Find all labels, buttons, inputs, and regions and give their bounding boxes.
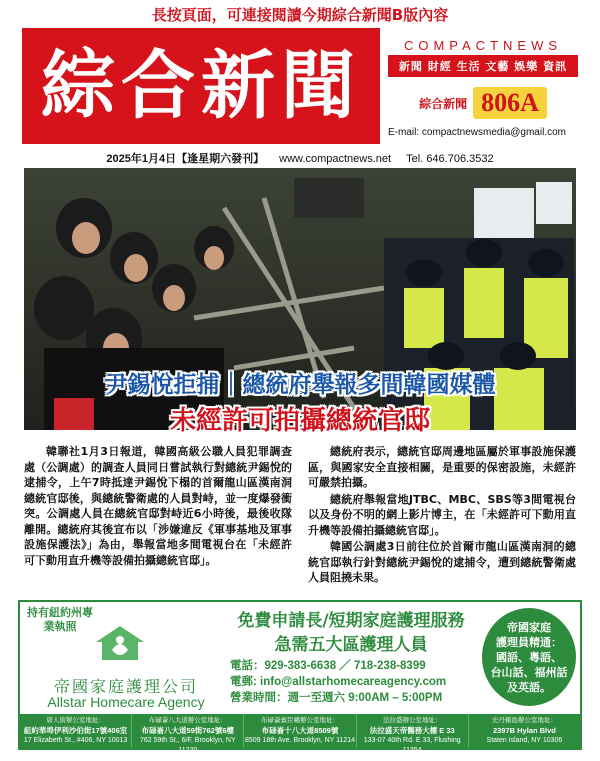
ad-main [20, 602, 580, 712]
article-paragraph: 總統府舉報當地JTBC、MBC、SBS等3間電視台以及身份不明的網上影片博主，在「未經許可下動用直升機等設備拍攝總統官邸」。 [308, 492, 576, 537]
office-city: Staten Island, NY 10306 [486, 737, 563, 744]
ad-hours: 營業時間：週一至週六 9:00AM – 5:00PM [230, 692, 443, 704]
masthead-email[interactable]: E-mail: compactnewsmedia@gmail.com [388, 127, 566, 138]
homecare-ad[interactable] [18, 600, 582, 754]
ad-offices [20, 714, 580, 754]
top-notice[interactable]: 長按頁面，可連接閱讀今期綜合新聞B版內容 [151, 6, 449, 24]
category-bar: 新聞 財經 生活 文藝 娛樂 資訊 [388, 55, 578, 77]
issue-row [388, 87, 578, 119]
office-address: 布碌崙八大道59街762號6樓 [141, 726, 235, 735]
office-chinatown [20, 714, 132, 748]
ad-languages-badge [482, 608, 576, 706]
office-8th-ave [132, 714, 244, 754]
office-label: 史丹頓島辦公室地址： [491, 717, 557, 724]
ad-title: 免費申請長/短期家庭護理服務 [237, 611, 465, 631]
article-paragraph: 韓聯社1月3日報道，韓國高級公職人員犯罪調查處（公調處）的調查人員同日嘗試執行對總統尹錫悅的逮捕令，上午7時抵達尹錫悅下榻的首爾龍山區漢南洞總統官邸後，與總統警衛處的人員對峙，並一度爆發衝突。公調處人員在總統官邸對峙近6小時後，最後收隊離開。總統府其後宣布以「涉嫌違反《軍事基地及軍事設施保護法》」為由，舉報當地多間電視台在「未經許可下動用直升機等設備拍攝總統官邸」。 [24, 445, 292, 567]
article-paragraph: 韓國公調處3日前往位於首爾市龍山區漢南洞的總統官邸執行針對總統尹錫悅的逮捕令，遭到總統警衛處人員阻撓未果。 [308, 540, 576, 584]
masthead [22, 28, 578, 144]
masthead-title: 綜合新聞 [41, 43, 361, 129]
badge-line: 護理員精通： [496, 636, 562, 649]
office-label: 布碌崙八大道辦公室地址： [148, 717, 227, 724]
ad-phone[interactable]: 電話：929-383-6638 ／ 718-238-8399 [230, 660, 426, 672]
office-label: 法拉盛辦公室地址： [382, 717, 442, 724]
office-bensonhurst [244, 714, 356, 748]
article-body [24, 444, 576, 587]
article-column-2 [308, 444, 576, 587]
brand-en: COMPACTNEWS [403, 38, 563, 53]
ad-company-en: Allstar Homecare Agency [47, 694, 205, 710]
article-column-1 [24, 444, 292, 587]
office-city: 133-07 40th Rd. E 33, Flushing 11354 [363, 737, 461, 754]
office-address: 法拉盛天帝醫務大樓 E 33 [369, 726, 455, 735]
telephone: Tel. 646.706.3532 [406, 153, 494, 165]
office-city: 8509 18th Ave. Brooklyn, NY 11214 [244, 737, 356, 744]
office-city: 17 Elizabeth St., #406, NY 10013 [23, 737, 128, 744]
headline-primary: 尹錫悅拒捕｜總統府舉報多間韓國媒體 [104, 372, 496, 398]
office-city: 762 59th St., 6/F, Brooklyn, NY 11220 [139, 737, 236, 754]
masthead-logo [22, 28, 380, 144]
masthead-info [380, 28, 578, 144]
office-label: 唐人街辦公室地址： [46, 717, 105, 724]
dateline [22, 150, 578, 166]
badge-line: 帝國家庭 [507, 621, 551, 634]
issue-label: 綜合新聞 [419, 96, 468, 111]
office-address: 紐約華埠伊利沙伯街17號406室 [23, 726, 128, 735]
ad-email[interactable]: 電郵: info@allstarhomecareagency.com [230, 676, 447, 688]
badge-line: 國語、粵語、 [496, 651, 562, 664]
badge-line: 台山話、福州話 [490, 666, 568, 679]
headline-secondary: 未經許可拍攝總統官邸 [169, 406, 430, 436]
office-address: 2397B Hylan Blvd [492, 726, 556, 735]
ad-license: 持有紐約州專業執照 [27, 606, 93, 633]
office-address: 布碌崙十八大道8509號 [261, 726, 339, 735]
homecare-logo-icon [90, 620, 150, 664]
ad-contact [230, 658, 490, 706]
ad-company-cn: 帝國家庭護理公司 [53, 677, 198, 696]
issue-number: 806A [473, 87, 547, 119]
article-paragraph: 總統府表示，總統官邸周邊地區屬於軍事設施保護區，與國家安全直接相關，是重要的保密設施，未經許可嚴禁拍攝。 [308, 445, 576, 489]
office-staten-island [469, 714, 580, 748]
badge-line: 及英語。 [507, 681, 551, 694]
website-link[interactable]: www.compactnews.net [279, 153, 392, 165]
issue-date: 2025年1月4日【逢星期六發刊】 [106, 153, 265, 165]
office-flushing [357, 714, 469, 754]
office-label: 布碌崙賓臣嘯辦公室地址： [261, 717, 339, 724]
ad-subtitle: 急需五大區護理人員 [274, 635, 428, 655]
